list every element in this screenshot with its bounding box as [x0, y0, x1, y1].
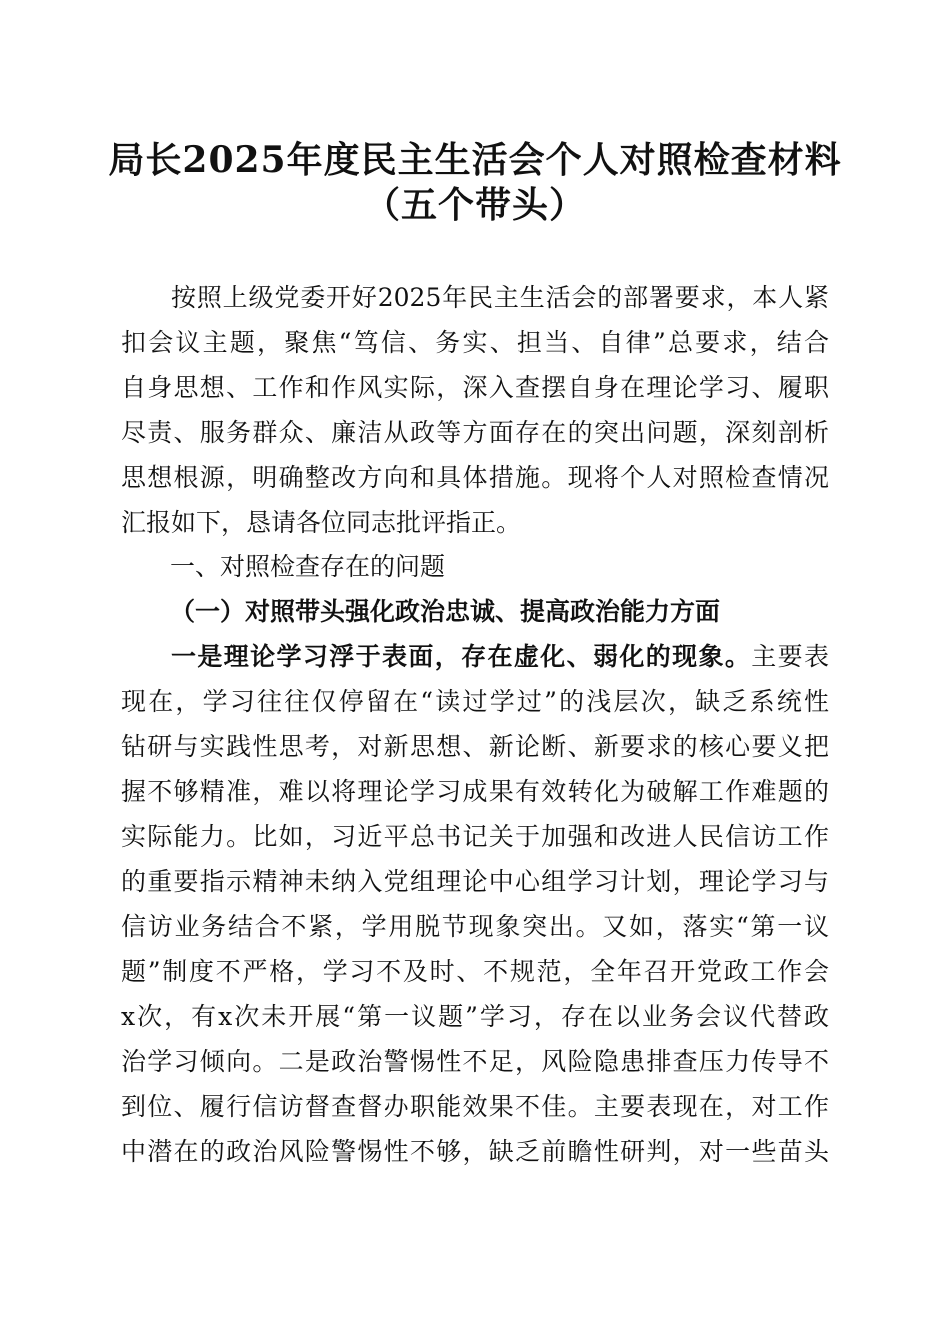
section-line-strong: 一是理论学习浮于表面，存在虚化、弱化的现象。	[171, 642, 752, 671]
section-line: 中潜在的政治风险警惕性不够，缺乏前瞻性研判，对一些苗头	[121, 1137, 829, 1166]
intro-line: 自身思想、工作和作风实际，深入查摆自身在理论学习、履职	[121, 373, 829, 402]
section-line-text: 主要表	[751, 642, 829, 671]
subsection-heading: （一）对照带头强化政治忠诚、提高政治能力方面	[170, 597, 721, 626]
section-line: 钻研与实践性思考，对新思想、新论断、新要求的核心要义把	[121, 732, 829, 761]
section-line	[121, 634, 829, 679]
section-line: 到位、履行信访督查督办职能效果不佳。主要表现在，对工作	[121, 1092, 829, 1121]
intro-line: 汇报如下，恳请各位同志批评指正。	[121, 508, 522, 537]
document-subtitle: （五个带头）	[363, 184, 586, 226]
section-line: 信访业务结合不紧，学用脱节现象突出。又如，落实“第一议	[121, 912, 829, 941]
section-line: 的重要指示精神未纳入党组理论中心组学习计划，理论学习与	[121, 867, 829, 896]
section-line: 握不够精准，难以将理论学习成果有效转化为破解工作难题的	[121, 777, 829, 806]
section-paragraph	[121, 634, 829, 1174]
section-line: 治学习倾向。二是政治警惕性不足，风险隐患排查压力传导不	[121, 1047, 829, 1076]
section-line: 实际能力。比如，习近平总书记关于加强和改进人民信访工作	[121, 822, 829, 851]
section-line: 现在，学习往往仅停留在“读过学过”的浅层次，缺乏系统性	[121, 687, 829, 716]
intro-line: 思想根源，明确整改方向和具体措施。现将个人对照检查情况	[121, 463, 829, 492]
intro-line: 扣会议主题，聚焦“笃信、务实、担当、自律”总要求，结合	[121, 328, 829, 357]
intro-line: 按照上级党委开好2025年民主生活会的部署要求，本人紧	[171, 283, 829, 312]
section-line: x次，有x次未开展“第一议题”学习，存在以业务会议代替政	[121, 1002, 829, 1031]
document-title: 局长2025年度民主生活会个人对照检查材料	[108, 139, 842, 181]
intro-paragraph	[121, 275, 829, 545]
section-heading: 一、对照检查存在的问题	[170, 552, 446, 581]
intro-line: 尽责、服务群众、廉洁从政等方面存在的突出问题，深刻剖析	[121, 418, 829, 447]
section-line: 题”制度不严格，学习不及时、不规范，全年召开党政工作会	[121, 957, 829, 986]
